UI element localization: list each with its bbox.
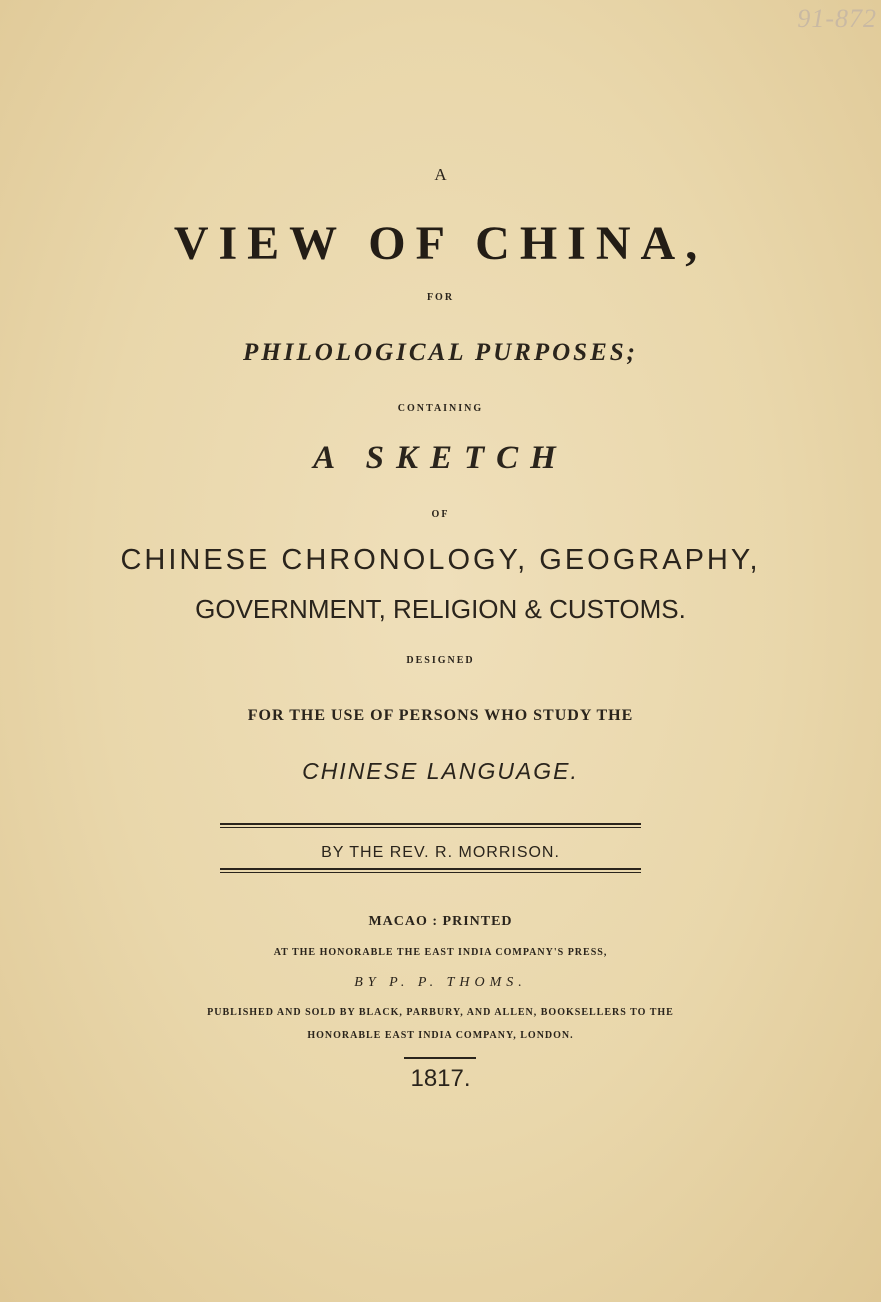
divider-rule-short bbox=[404, 1057, 476, 1059]
containing-label: CONTAINING bbox=[397, 403, 484, 414]
imprint-place: MACAO : PRINTED bbox=[368, 914, 513, 929]
shelfmark-handwritten: 91-872 bbox=[797, 4, 877, 33]
imprint-printer: BY P. P. THOMS. bbox=[354, 975, 527, 990]
divider-rule-bottom bbox=[220, 868, 641, 873]
divider-rule-top bbox=[220, 823, 641, 828]
language-line: CHINESE LANGUAGE. bbox=[302, 758, 579, 784]
imprint-publisher-2: HONORABLE EAST INDIA COMPANY, LONDON. bbox=[307, 1030, 574, 1041]
imprint-publisher-1: PUBLISHED AND SOLD BY BLACK, PARBURY, AND ALLEN, BOOKSELLERS TO THE bbox=[207, 1007, 674, 1018]
of-label: OF bbox=[431, 509, 450, 520]
purpose-line: PHILOLOGICAL PURPOSES; bbox=[243, 339, 638, 366]
publication-year: 1817. bbox=[410, 1065, 471, 1092]
imprint-press: AT THE HONORABLE THE EAST INDIA COMPANY'S PRESS, bbox=[273, 947, 608, 958]
author-line: BY THE REV. R. MORRISON. bbox=[321, 844, 560, 861]
for-label: FOR bbox=[426, 292, 455, 303]
book-title: VIEW OF CHINA, bbox=[173, 217, 708, 270]
sketch-line: A SKETCH bbox=[313, 440, 568, 476]
subjects-line-2: GOVERNMENT, RELIGION & CUSTOMS. bbox=[195, 594, 686, 624]
designed-label: DESIGNED bbox=[406, 655, 475, 666]
audience-line: FOR THE USE OF PERSONS WHO STUDY THE bbox=[247, 707, 634, 724]
subjects-line-1: CHINESE CHRONOLOGY, GEOGRAPHY, bbox=[120, 544, 761, 576]
title-article: A bbox=[434, 165, 447, 184]
